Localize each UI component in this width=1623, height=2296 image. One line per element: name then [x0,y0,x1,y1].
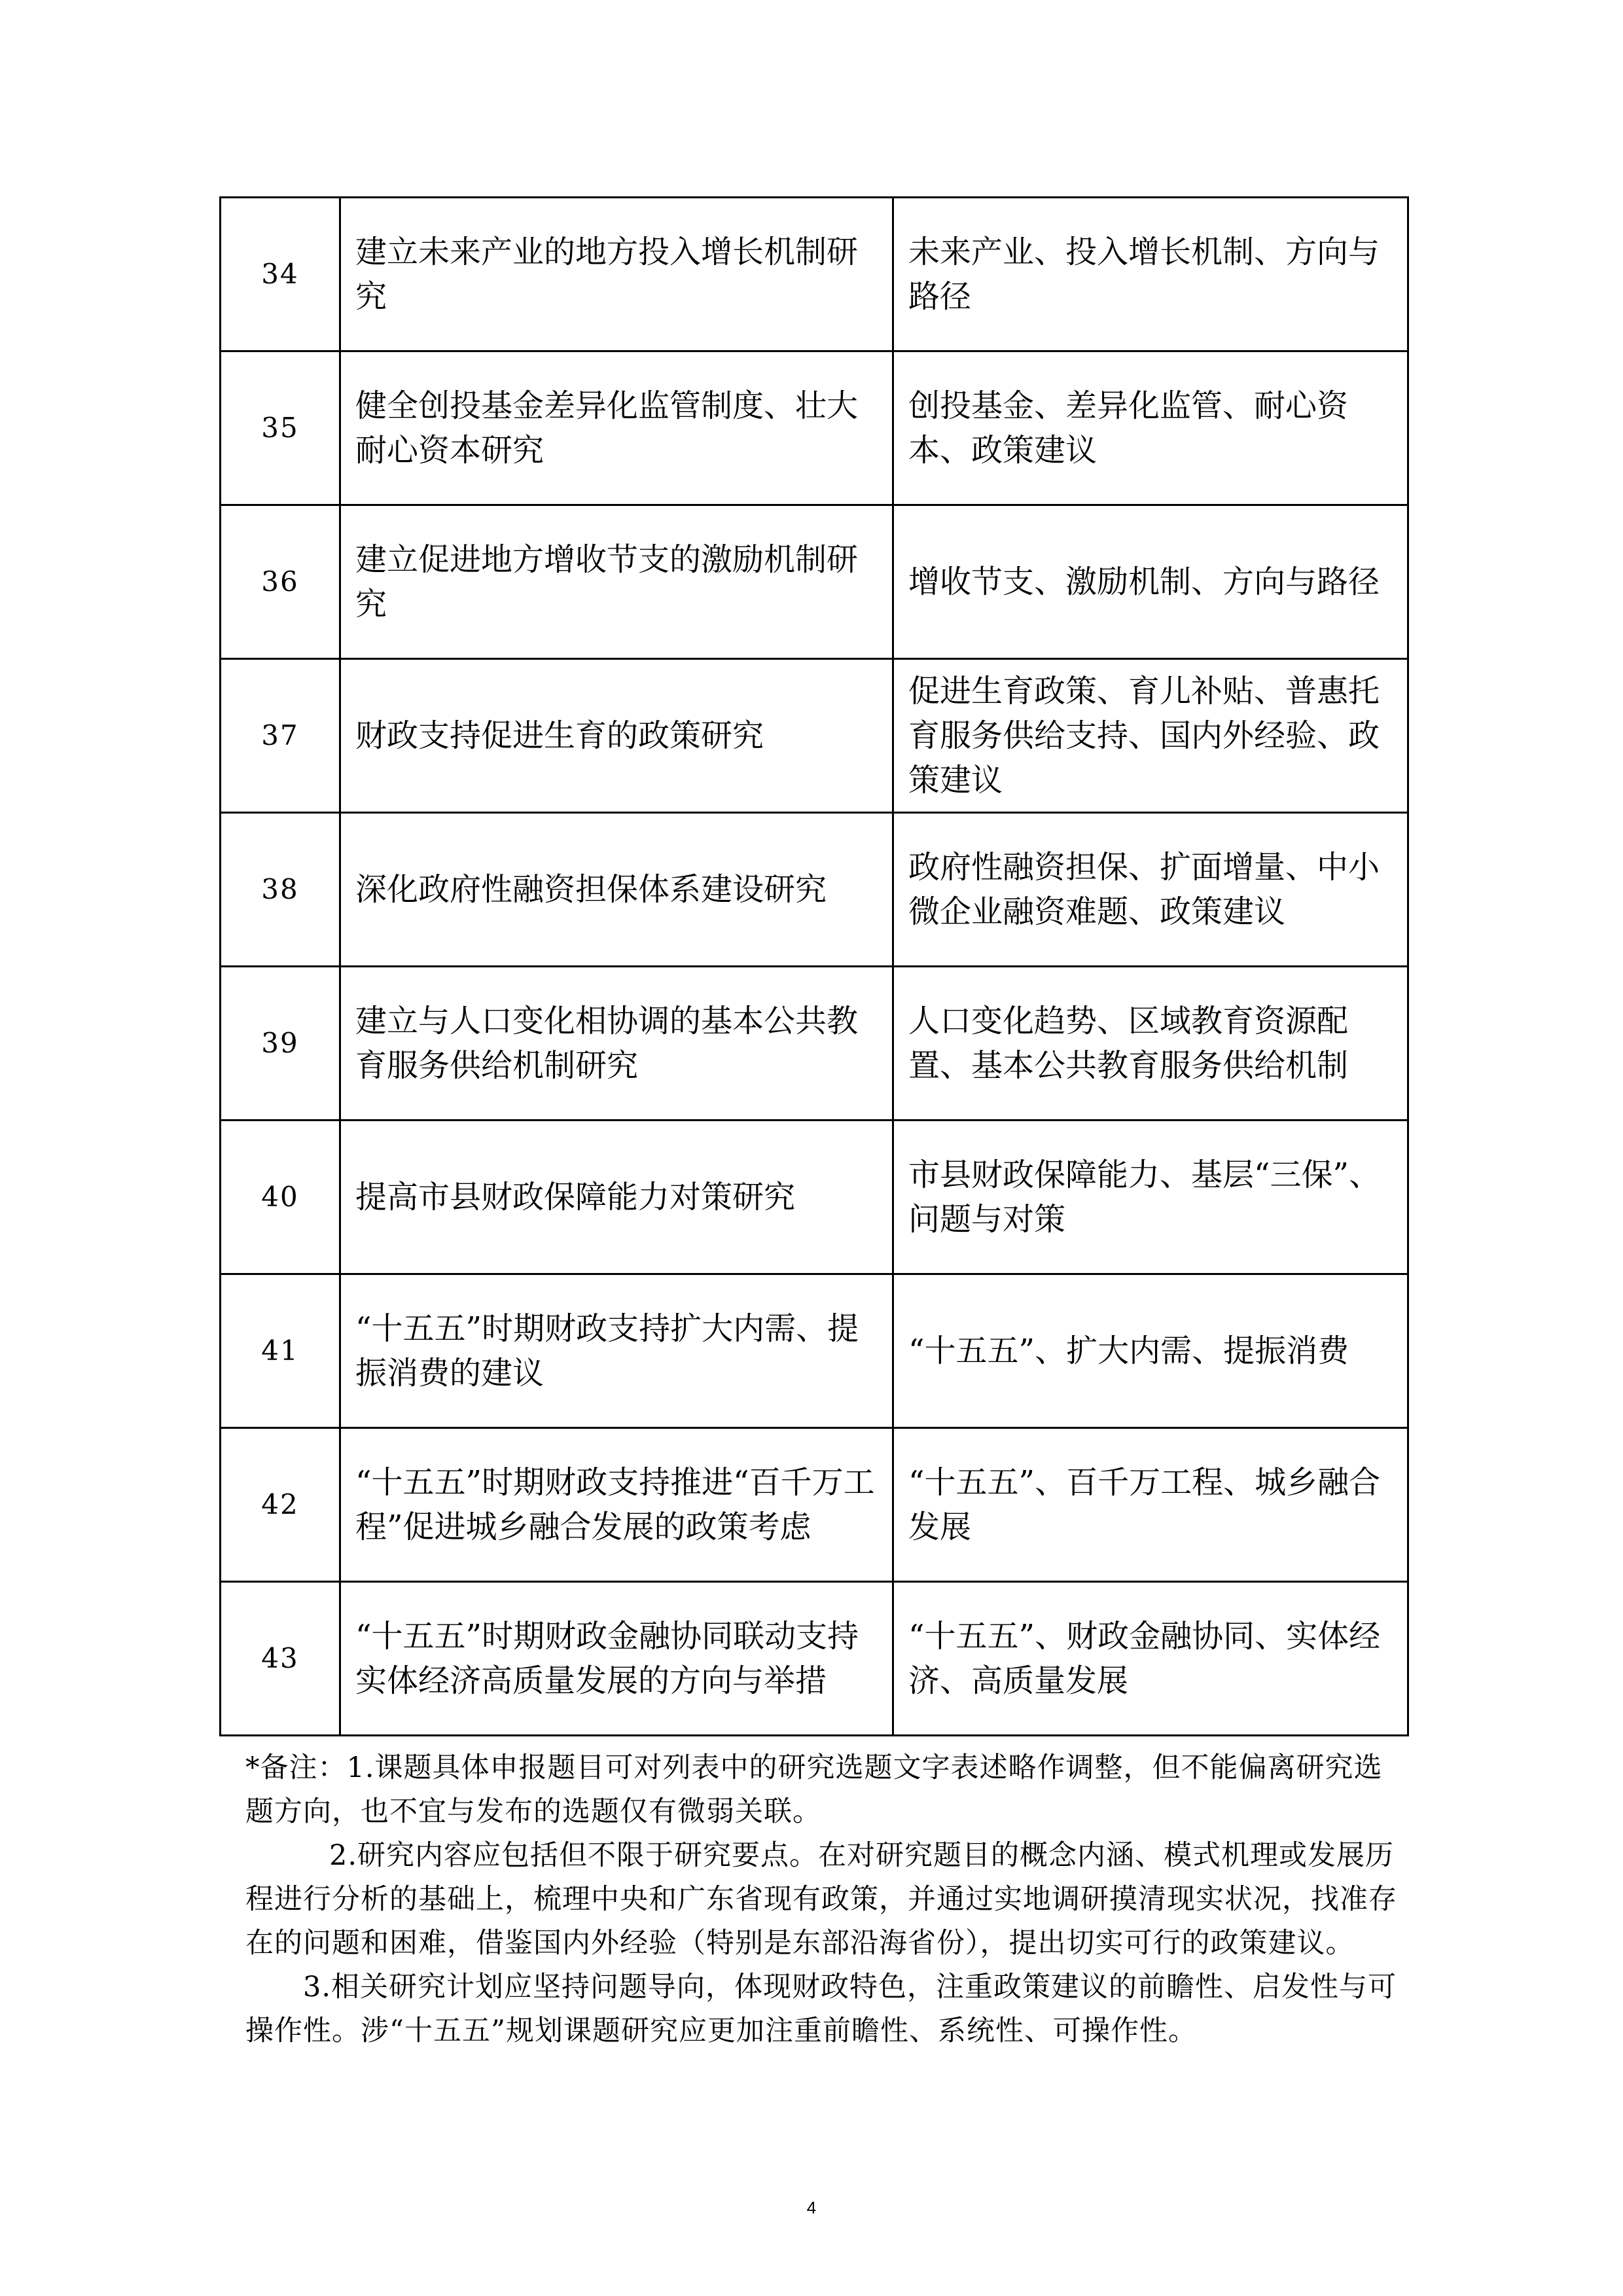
topic-title: 深化政府性融资担保体系建设研究 [340,813,893,967]
topic-key-points: 增收节支、激励机制、方向与路径 [893,505,1408,659]
topic-key-points: 促进生育政策、育儿补贴、普惠托育服务供给支持、国内外经验、政策建议 [893,659,1408,813]
page-number: 4 [806,2198,817,2217]
topic-number: 38 [221,813,340,967]
note-2: 2.研究内容应包括但不限于研究要点。在对研究题目的概念内涵、模式机理或发展历程进行分析的基础上，梳理中央和广东省现有政策，并通过实地调研摸清现实状况，找准存在的问题和困难，借鉴国内外经验（特别是东部沿海省份），提出切实可行的政策建议。 [245,1839,1397,1960]
topic-title: 建立促进地方增收节支的激励机制研究 [340,505,893,659]
topic-key-points: “十五五”、扩大内需、提振消费 [893,1274,1408,1428]
topic-number: 37 [221,659,340,813]
notes-label: *备注： [245,1751,347,1784]
topic-number: 41 [221,1274,340,1428]
topic-key-points: 未来产业、投入增长机制、方向与路径 [893,198,1408,351]
topic-title: 建立未来产业的地方投入增长机制研究 [340,198,893,351]
table-row [221,813,1408,967]
research-topics-table [219,196,1409,1736]
table-row [221,1428,1408,1582]
topic-key-points: 市县财政保障能力、基层“三保”、问题与对策 [893,1121,1408,1274]
topic-number: 39 [221,967,340,1121]
topic-number: 43 [221,1582,340,1736]
topic-key-points: 政府性融资担保、扩面增量、中小微企业融资难题、政策建议 [893,813,1408,967]
topic-key-points: 人口变化趋势、区域教育资源配置、基本公共教育服务供给机制 [893,967,1408,1121]
table-row [221,659,1408,813]
topic-title: “十五五”时期财政支持扩大内需、提振消费的建议 [340,1274,893,1428]
table-row [221,967,1408,1121]
topic-title: “十五五”时期财政支持推进“百千万工程”促进城乡融合发展的政策考虑 [340,1428,893,1582]
table-row [221,1121,1408,1274]
note-1-text: 1.课题具体申报题目可对列表中的研究选题文字表述略作调整，但不能偏离研究选题方向，也不宜与发布的选题仅有微弱关联。 [245,1751,1383,1828]
topic-number: 34 [221,198,340,351]
table-row [221,505,1408,659]
topic-title: 健全创投基金差异化监管制度、壮大耐心资本研究 [340,351,893,505]
topic-title: 建立与人口变化相协调的基本公共教育服务供给机制研究 [340,967,893,1121]
topic-key-points: “十五五”、财政金融协同、实体经济、高质量发展 [893,1582,1408,1736]
note-1 [245,1746,1404,1834]
topic-title: 提高市县财政保障能力对策研究 [340,1121,893,1274]
topic-number: 35 [221,351,340,505]
note-3: 3.相关研究计划应坚持问题导向，体现财政特色，注重政策建议的前瞻性、启发性与可操作性。涉“十五五”规划课题研究应更加注重前瞻性、系统性、可操作性。 [245,1971,1397,2047]
topic-key-points: 创投基金、差异化监管、耐心资本、政策建议 [893,351,1408,505]
topic-number: 40 [221,1121,340,1274]
notes-section [245,1746,1404,2053]
table-row [221,351,1408,505]
table-row [221,198,1408,351]
topic-number: 42 [221,1428,340,1582]
topic-key-points: “十五五”、百千万工程、城乡融合发展 [893,1428,1408,1582]
table-row [221,1582,1408,1736]
topic-title: 财政支持促进生育的政策研究 [340,659,893,813]
table-row [221,1274,1408,1428]
topic-number: 36 [221,505,340,659]
topic-title: “十五五”时期财政金融协同联动支持实体经济高质量发展的方向与举措 [340,1582,893,1736]
